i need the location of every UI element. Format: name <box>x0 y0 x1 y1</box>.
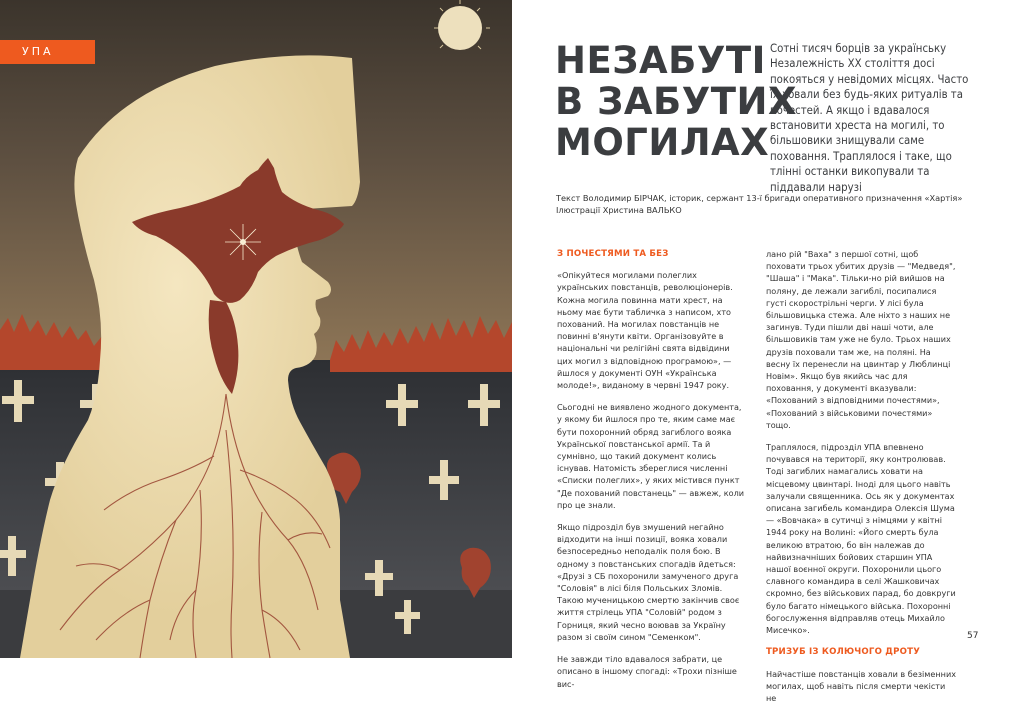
headline-line: В ЗАБУТИХ <box>555 80 797 123</box>
body-paragraph: Якщо підрозділ був змушений негайно відходити на інші позиції, вояка ховали безпосередньо неподалік поля бою. В одному з повстанських спогадів йдеться: «Друзі з СБ похоронили замученого друга "Соловія" в лісі біля Польських Зломів. Такою мученицькою смертю закінчив своє життя стрілець УПА "Соловій" родом з Горниця, який чесно воював за Україну разом зі своїм сином "Семенком". <box>557 522 740 642</box>
lead-paragraph: Сотні тисяч борців за українську Незалежність XX століття досі покояться у невідомих місцях. Часто їх ховали без будь-яких ритуалів та почестей. А якщо і вдавалося встановити хреста на могилі, то більшовики знищували саме поховання. Траплялося і таке, що тлінні останки викопували та піддавали нарузі <box>770 42 969 194</box>
author-credit: Текст Володимир БІРЧАК, історик, сержант 13-ї бригади оперативного призначення «Хартія» <box>556 193 963 203</box>
illustration <box>0 0 512 658</box>
subhead: З ПОЧЕСТЯМИ ТА БЕЗ <box>557 249 669 259</box>
headline-line: НЕЗАБУТІ <box>555 39 766 82</box>
body-paragraph: Траплялося, підрозділ УПА впевнено почувався на території, яку контролював. Тоді загиблих намагались ховати на місцевому цвинтарі. Іноді для цього навіть залучали священника. Ось як у документах описана загибель командира Олексія Шума — «Вовчака» в сутичці з німцями у квітні 1944 року на Волині: «Його смерть була великою втратою, бо він належав до найвизначніших бойових старшин УПА нашої воєнної округи. Похоронили цього славного командира в селі Жашковичах скромно, без військових парад, бо довкруги було багато німецького війська. Похоронні богослуження відправляв отець Михайло Мисечко». <box>766 442 956 636</box>
star-burst <box>225 224 261 260</box>
illustration-credit: Ілюстрації Христина ВАЛЬКО <box>556 205 682 215</box>
body-paragraph: «Опікуйтеся могилами полеглих українських повстанців, революціонерів. Кожна могила повинна мати хрест, на ньому має бути табличка з написом, хто похований. На могилах повстанців не повинні в'янути квіти. Організовуйте в національні чи релігійні свята відвідини цих могил з відповідною програмою», — йшлося у документі ОУН «Українська молоде!», виданому в червні 1947 року. <box>557 270 733 391</box>
body-paragraph: Не завжди тіло вдавалося забрати, це описано в іншому спогаді: «Трохи пізніше вис- <box>557 654 737 689</box>
body-paragraph: лано рій "Ваха" з першої сотні, щоб поховати трьох убитих друзів — "Медведя", "Шаша" і "Мака". Тільки-но рій вийшов на поляну, де лежали загиблі, посипалися густі скорострільні черги. У лісі була більшовицька стежа. Але ніхто з наших не загинув. Туди пішли дві наші чоти, але більшовиків там уже не було. Трьох наших друзів поховали там же, на поляні. На весну їх перенесли на цвинтар у Люблинці Новім». Якщо був якийсь час для поховання, у документі вказували: «Похований з відповідними почестями», «Похований з військовими почестями» тощо. <box>766 249 956 430</box>
body-paragraph: Найчастіше повстанців ховали в безіменних могилах, щоб навіть після смерти чекісти не <box>766 668 957 703</box>
column-right <box>766 248 956 714</box>
page-number: 57 <box>967 631 979 641</box>
section-tag: УПА <box>0 40 95 64</box>
headline <box>555 39 797 164</box>
credits <box>556 192 966 216</box>
headline-line: МОГИЛАХ <box>555 121 770 164</box>
subhead: ТРИЗУБ ІЗ КОЛЮЧОГО ДРОТУ <box>766 647 921 658</box>
column-left <box>557 248 747 700</box>
body-paragraph: Сьогодні не виявлено жодного документа, у якому би йшлося про те, яким саме має бути похоронний обряд загиблого вояка Української повстанської армії. Та й сумнівно, що такий документ колись існував. Натомість збереглися численні «Списки полеглих», у яких містився пункт "Де похований повстанець" — авжеж, коли про це знали. <box>557 402 745 510</box>
